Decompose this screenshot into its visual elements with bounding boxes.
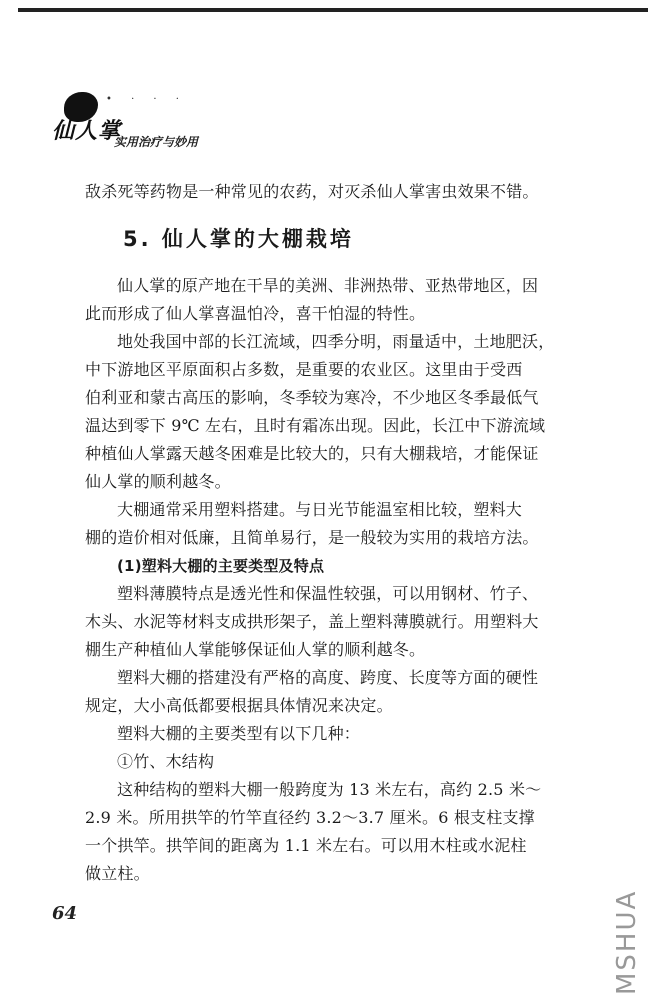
text-line: 这种结构的塑料大棚一般跨度为 13 米左右，高约 2.5 米～ <box>117 780 542 799</box>
watermark: MSHUA <box>612 889 642 995</box>
text-line: 棚的造价相对低廉，且简单易行，是一般较为实用的栽培方法。 <box>85 528 539 547</box>
book-subtitle: 实用治疗与妙用 <box>114 135 199 149</box>
text-line: 温达到零下 9℃ 左右，且时有霜冻出现。因此，长江中下游流域 <box>85 416 546 435</box>
text-line: 规定，大小高低都要根据具体情况来决定。 <box>85 696 393 715</box>
text-line: 仙人掌的顺利越冬。 <box>85 472 231 491</box>
page-body <box>85 178 595 888</box>
text-line: 塑料大棚的主要类型有以下几种： <box>117 724 361 743</box>
list-item-heading: ①竹、木结构 <box>117 752 215 771</box>
book-title: 仙人掌 <box>52 118 122 144</box>
text-line: 塑料大棚的搭建没有严格的高度、跨度、长度等方面的硬性 <box>117 668 539 687</box>
text-line: 中下游地区平原面积占多数，是重要的农业区。这里由于受西 <box>85 360 523 379</box>
running-head <box>52 92 222 154</box>
sub-heading: (1)塑料大棚的主要类型及特点 <box>117 557 325 575</box>
text-line: 种植仙人掌露天越冬困难是比较大的，只有大棚栽培，才能保证 <box>85 444 539 463</box>
section-title: 5. 仙人掌的大棚栽培 <box>123 227 354 251</box>
text-line: 此而形成了仙人掌喜温怕冷，喜干怕湿的特性。 <box>85 304 426 323</box>
text-line: 木头、水泥等材料支成拱形架子，盖上塑料薄膜就行。用塑料大 <box>85 612 539 631</box>
text-line: 塑料薄膜特点是透光性和保温性较强，可以用钢材、竹子、 <box>117 584 539 603</box>
text-line: 敌杀死等药物是一种常见的农药，对灭杀仙人掌害虫效果不错。 <box>85 182 539 201</box>
text-line: 大棚通常采用塑料搭建。与日光节能温室相比较，塑料大 <box>117 500 523 519</box>
text-line: 一个拱竿。拱竿间的距离为 1.1 米左右。可以用木柱或水泥柱 <box>85 836 527 855</box>
text-line: 2.9 米。所用拱竿的竹竿直径约 3.2～3.7 厘米。6 根支柱支撑 <box>85 808 535 827</box>
text-line: 棚生产种植仙人掌能够保证仙人掌的顺利越冬。 <box>85 640 426 659</box>
page-number: 64 <box>52 903 78 924</box>
text-line: 仙人掌的原产地在干旱的美洲、非洲热带、亚热带地区，因 <box>117 276 539 295</box>
text-line: 地处我国中部的长江流域，四季分明，雨量适中，土地肥沃， <box>117 332 555 351</box>
text-line: 伯利亚和蒙古高压的影响，冬季较为寒冷，不少地区冬季最低气 <box>85 388 539 407</box>
text-line: 做立柱。 <box>85 864 150 883</box>
decorative-dots: • · · · <box>106 94 187 105</box>
top-rule <box>18 8 648 12</box>
